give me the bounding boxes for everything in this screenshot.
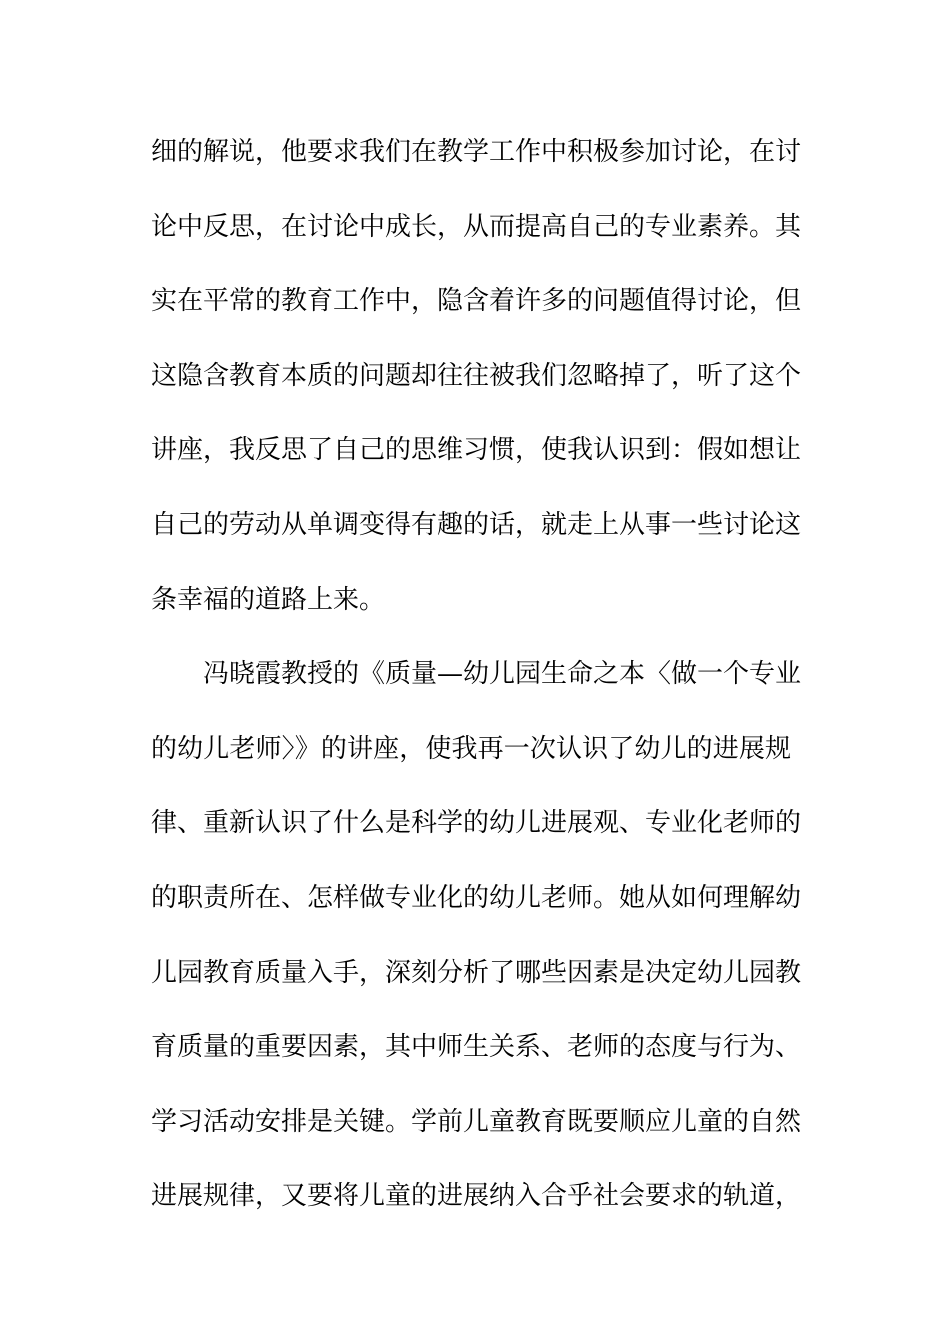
paragraph-first-line: 冯晓霞教授的《质量—幼儿园生命之本〈做一个专业 bbox=[203, 659, 802, 690]
text-line: 进展规律，又要将儿童的进展纳入合乎社会要求的轨道， bbox=[151, 1181, 802, 1212]
text-line: 律、重新认识了什么是科学的幼儿进展观、专业化老师的 bbox=[151, 808, 802, 839]
text-line: 条幸福的道路上来。 bbox=[151, 584, 386, 615]
text-line: 论中反思，在讨论中成长，从而提高自己的专业素养。其 bbox=[151, 211, 802, 242]
text-line: 儿园教育质量入手，深刻分析了哪些因素是决定幼儿园教 bbox=[151, 957, 802, 988]
text-line: 的幼儿老师〉》的讲座，使我再一次认识了幼儿的进展规 bbox=[151, 733, 791, 764]
text-line: 自己的劳动从单调变得有趣的话，就走上从事一些讨论这 bbox=[151, 509, 802, 540]
document-body bbox=[151, 129, 802, 1248]
text-line: 细的解说，他要求我们在教学工作中积极参加讨论，在讨 bbox=[151, 137, 802, 167]
text-line: 的职责所在、怎样做专业化的幼儿老师。她从如何理解幼 bbox=[151, 882, 802, 913]
text-line: 学习活动安排是关键。学前儿童教育既要顺应儿童的自然 bbox=[151, 1106, 802, 1137]
text-line: 讲座，我反思了自己的思维习惯，使我认识到：假如想让 bbox=[151, 435, 802, 466]
text-line: 这隐含教育本质的问题却往往被我们忽略掉了，听了这个 bbox=[151, 360, 802, 391]
text-line: 育质量的重要因素，其中师生关系、老师的态度与行为、 bbox=[151, 1032, 802, 1063]
text-line: 实在平常的教育工作中，隐含着许多的问题值得讨论，但 bbox=[151, 286, 802, 317]
